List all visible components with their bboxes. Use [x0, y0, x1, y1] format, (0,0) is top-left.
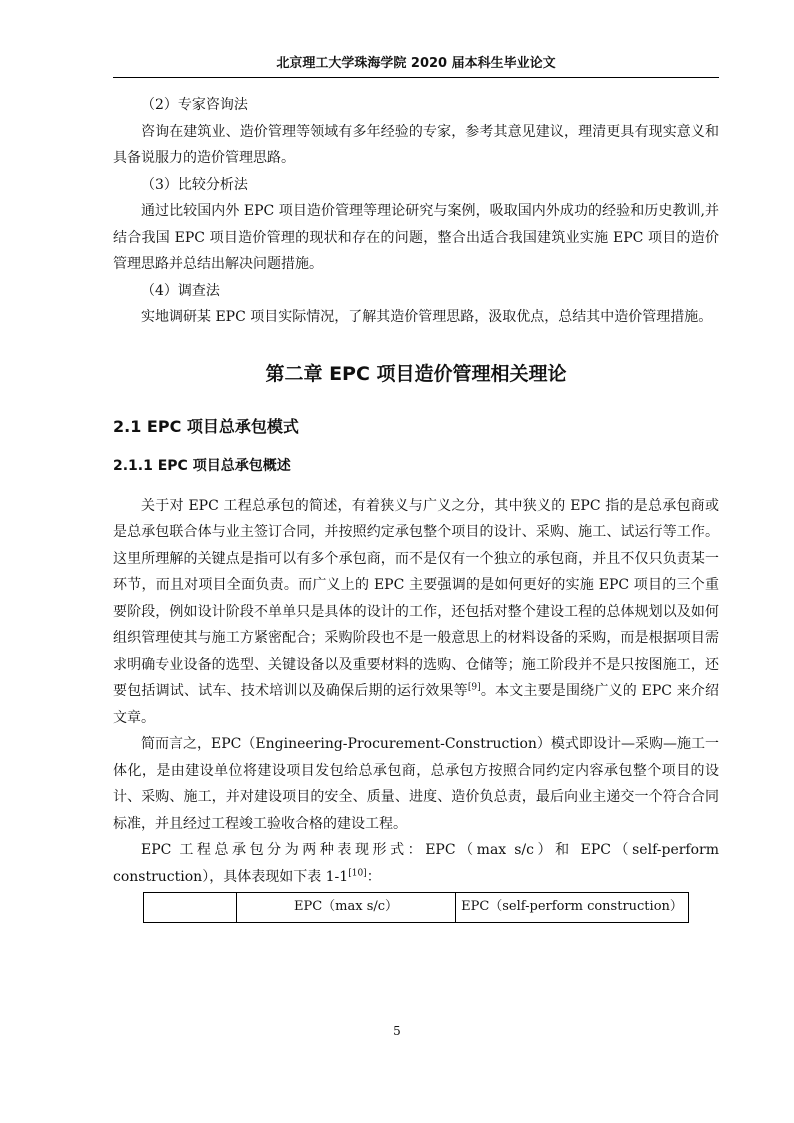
citation-9: [9]	[467, 682, 481, 693]
paragraph-3	[113, 837, 719, 890]
paragraph-1-text: 关于对 EPC 工程总承包的简述，有着狭义与广义之分，其中狭义的 EPC 指的是总承包商或是总承包联合体与业主签订合同，并按照约定承包整个项目的设计、采购、施工、试运行等工作。这里所理解的关键点是指可以有多个承包商，而不是仅有一个独立的承包商，并且不仅只负责某一环节，而且对项目全面负责。而广义上的 EPC 主要强调的是如何更好的实施 EPC 项目的三个重要阶段，例如设计阶段不单单只是具体的设计的工作，还包括对整个建设工程的总体规划以及如何组织管理使其与施工方紧密配合；采购阶段也不是一般意思上的材料设备的采购，而是根据项目需求明确专业设备的选型、关键设备以及重要材料的选购、仓储等；施工阶段并不是只按图施工，还要包括调试、试车、技术培训以及确保后期的运行效果等	[113, 497, 719, 699]
method-2-heading: （2）专家咨询法	[141, 97, 248, 113]
method-3-heading: （3）比较分析法	[141, 176, 248, 193]
page-body	[113, 92, 719, 923]
paragraph-1-tail: 。本文主要是围绕广义的 EPC 来介绍文章。	[113, 683, 719, 726]
citation-10: [10]	[348, 867, 367, 878]
comparison-table	[143, 892, 689, 923]
table-header-cell	[144, 893, 237, 923]
chapter-title: 第二章 EPC 项目造价管理相关理论	[265, 362, 567, 385]
table-header-row	[144, 893, 689, 923]
paragraph-2: 简而言之，EPC（Engineering-Procurement-Construction）模式即设计—采购—施工一体化，是由建设单位将建设项目发包给总承包商，总承包方按照合同约定内容承包整个项目的设计、采购、施工，并对建设项目的安全、质量、进度、造价负总责，最后向业主递交一个符合合同标准，并且经过工程竣工验收合格的建设工程。	[113, 736, 719, 832]
paragraph-3-tail: ：	[366, 868, 381, 885]
method-4-text: 实地调研某 EPC 项目实际情况，了解其造价管理思路，汲取优点，总结其中造价管理措施。	[141, 309, 713, 325]
method-4-heading: （4）调查法	[141, 282, 220, 299]
method-3-text: 通过比较国内外 EPC 项目造价管理等理论研究与案例，吸取国内外成功的经验和历史教训,并结合我国 EPC 项目造价管理的现状和存在的问题，整合出适合我国建筑业实施 EPC 项目的造价管理思路并总结出解决问题措施。	[113, 203, 719, 272]
table-header-cell: EPC（self-perform construction）	[456, 893, 689, 923]
page-number: 5	[393, 1024, 401, 1038]
paragraph-1	[113, 493, 719, 732]
section-heading: 2.1 EPC 项目总承包模式	[113, 416, 299, 436]
method-2-text: 咨询在建筑业、造价管理等领域有多年经验的专家，参考其意见建议，理清更具有现实意义和具备说服力的造价管理思路。	[113, 123, 719, 166]
paragraph-3-text: EPC 工程总承包分为两种表现形式：EPC（max s/c）和 EPC（self-perform construction），具体表现如下表 1-1	[113, 842, 719, 885]
subsection-heading: 2.1.1 EPC 项目总承包概述	[113, 457, 291, 474]
page-header: 北京理工大学珠海学院 2020 届本科生毕业论文	[113, 52, 719, 78]
table-header-cell: EPC（max s/c）	[237, 893, 456, 923]
